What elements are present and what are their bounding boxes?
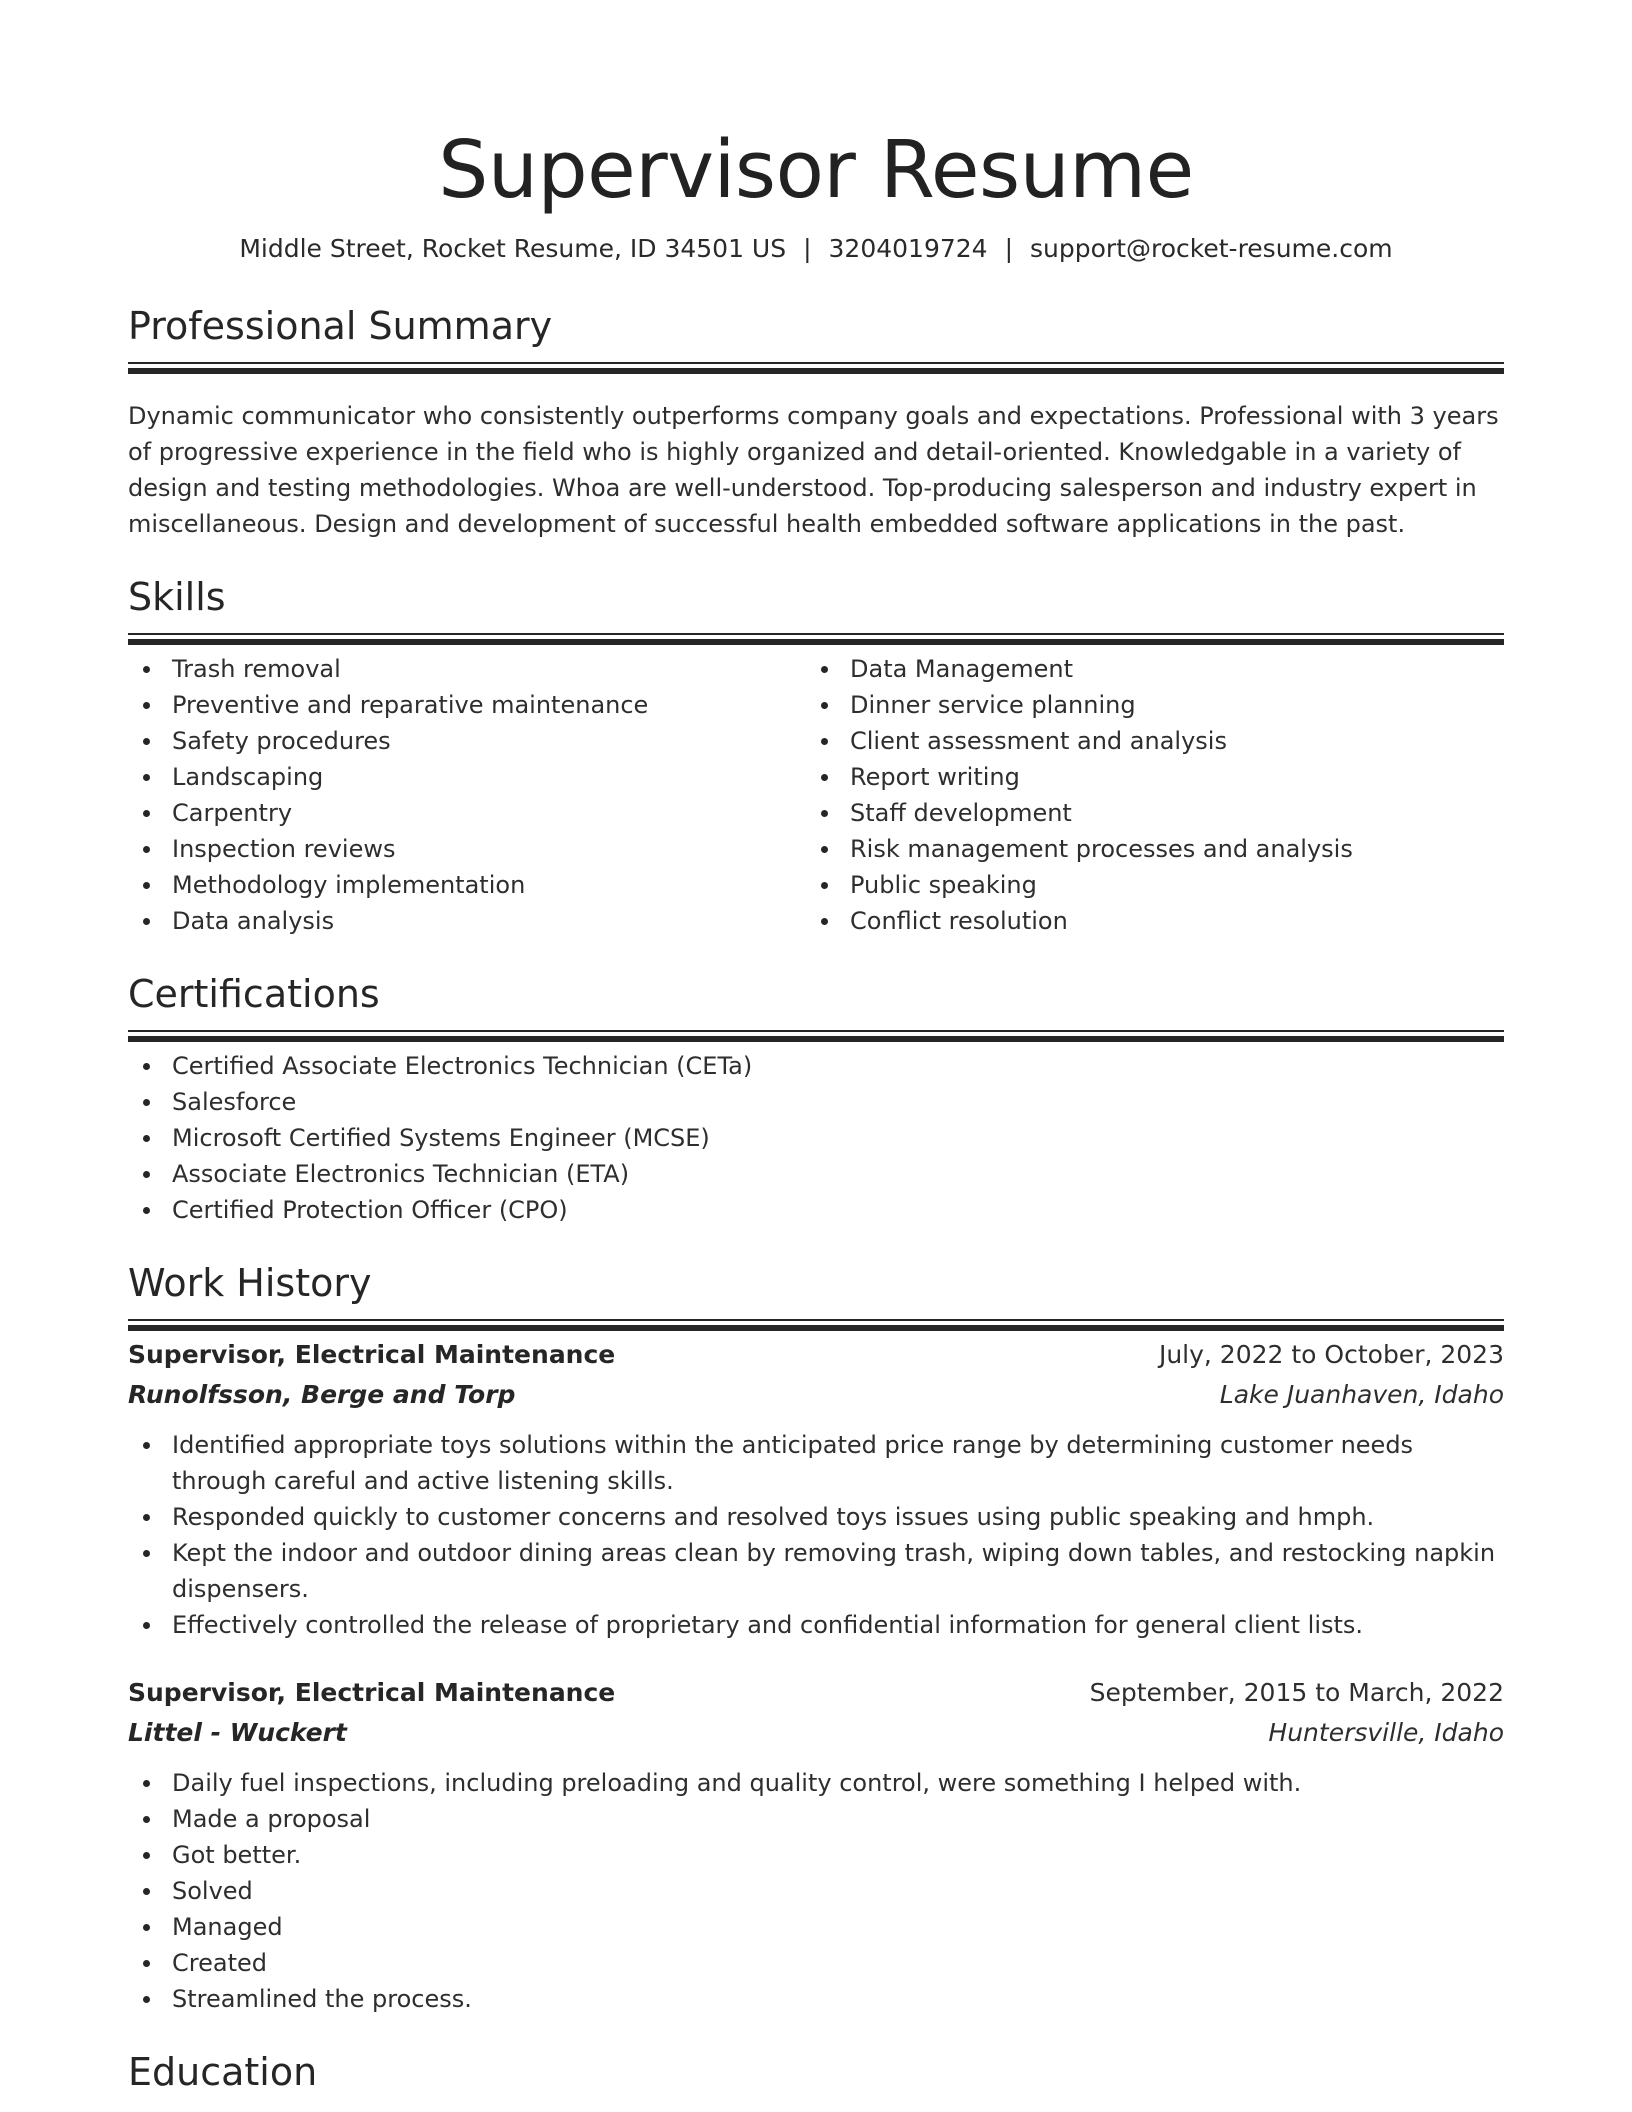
- contact-address: Middle Street, Rocket Resume, ID 34501 US: [239, 234, 787, 263]
- certification-item: Microsoft Certified Systems Engineer (MCSE): [128, 1120, 1504, 1156]
- certification-item: Certified Protection Officer (CPO): [128, 1192, 1504, 1228]
- contact-email: support@rocket-resume.com: [1030, 234, 1393, 263]
- work-history-heading: Work History: [128, 1261, 372, 1305]
- contact-phone: 3204019724: [828, 234, 988, 263]
- job-bullets: [128, 1765, 1504, 2017]
- section-divider: [128, 1319, 1504, 1321]
- job-bullet: Streamlined the process.: [128, 1981, 1504, 2017]
- skills-section: [128, 571, 1504, 939]
- summary-section: [128, 300, 1504, 542]
- job-bullet: Created: [128, 1945, 1504, 1981]
- skill-item: Public speaking: [806, 867, 1484, 903]
- certification-item: Associate Electronics Technician (ETA): [128, 1156, 1504, 1192]
- certifications-section: [128, 968, 1504, 1228]
- job-bullet: Effectively controlled the release of proprietary and confidential information for general client lists.: [128, 1607, 1504, 1643]
- job-entry: [128, 1673, 1504, 2017]
- job-bullet: Solved: [128, 1873, 1504, 1909]
- section-divider: [128, 362, 1504, 364]
- summary-text: Dynamic communicator who consistently outperforms company goals and expectations. Professional with 3 years of progressive experience in the field who is highly organized and detail-oriented. Knowledgable in a variety of design and testing methodologies. Whoa are well-understood. Top-producing salesperson and industry expert in miscellaneous. Design and development of successful health embedded software applications in the past.: [128, 402, 1499, 538]
- skill-item: Inspection reviews: [128, 831, 806, 867]
- job-company: Littel - Wuckert: [128, 1718, 347, 1747]
- job-title: Supervisor, Electrical Maintenance: [128, 1678, 616, 1707]
- job-header: [128, 1335, 1504, 1375]
- resume-page: [128, 0, 1504, 2098]
- job-location: Huntersville, Idaho: [1268, 1718, 1504, 1747]
- certification-item: Certified Associate Electronics Technician (CETa): [128, 1048, 1504, 1084]
- job-bullet: Daily fuel inspections, including preloading and quality control, were something I helped with.: [128, 1765, 1504, 1801]
- skills-list-right: [806, 651, 1484, 939]
- skill-item: Landscaping: [128, 759, 806, 795]
- skill-item: Conflict resolution: [806, 903, 1484, 939]
- skills-list-left: [128, 651, 806, 939]
- job-dates: July, 2022 to October, 2023: [1158, 1340, 1504, 1369]
- job-dates: September, 2015 to March, 2022: [1089, 1678, 1504, 1707]
- skill-item: Report writing: [806, 759, 1484, 795]
- skill-item: Client assessment and analysis: [806, 723, 1484, 759]
- skill-item: Preventive and reparative maintenance: [128, 687, 806, 723]
- skills-heading: Skills: [128, 575, 226, 619]
- skill-item: Risk management processes and analysis: [806, 831, 1484, 867]
- contact-separator: |: [1004, 234, 1014, 263]
- job-bullet: Got better.: [128, 1837, 1504, 1873]
- job-bullets: [128, 1427, 1504, 1643]
- section-divider: [128, 1030, 1504, 1032]
- skill-item: Data analysis: [128, 903, 806, 939]
- job-bullet: Identified appropriate toys solutions within the anticipated price range by determining customer needs through careful and active listening skills.: [128, 1427, 1504, 1499]
- summary-heading: Professional Summary: [128, 304, 553, 348]
- job-subheader: [128, 1713, 1504, 1753]
- skills-grid: [128, 651, 1504, 939]
- job-bullet: Managed: [128, 1909, 1504, 1945]
- job-title: Supervisor, Electrical Maintenance: [128, 1340, 616, 1369]
- skill-item: Staff development: [806, 795, 1484, 831]
- job-bullet: Kept the indoor and outdoor dining areas clean by removing trash, wiping down tables, and restocking napkin dispensers.: [128, 1535, 1504, 1607]
- job-subheader: [128, 1375, 1504, 1415]
- contact-line: [128, 232, 1504, 266]
- resume-title: Supervisor Resume: [438, 124, 1194, 216]
- skill-item: Trash removal: [128, 651, 806, 687]
- job-company: Runolfsson, Berge and Torp: [128, 1380, 516, 1409]
- job-bullet: Responded quickly to customer concerns and resolved toys issues using public speaking and hmph.: [128, 1499, 1504, 1535]
- skill-item: Safety procedures: [128, 723, 806, 759]
- job-header: [128, 1673, 1504, 1713]
- certifications-heading: Certifications: [128, 972, 380, 1016]
- job-bullet: Made a proposal: [128, 1801, 1504, 1837]
- skill-item: Methodology implementation: [128, 867, 806, 903]
- skill-item: Carpentry: [128, 795, 806, 831]
- skill-item: Dinner service planning: [806, 687, 1484, 723]
- certifications-list: [128, 1048, 1504, 1228]
- section-divider: [128, 633, 1504, 635]
- skill-item: Data Management: [806, 651, 1484, 687]
- education-section: [128, 2046, 1504, 2098]
- work-history-section: [128, 1257, 1504, 2017]
- certification-item: Salesforce: [128, 1084, 1504, 1120]
- education-heading: Education: [128, 2050, 318, 2094]
- job-location: Lake Juanhaven, Idaho: [1219, 1380, 1504, 1409]
- job-entry: [128, 1335, 1504, 1643]
- contact-separator: |: [803, 234, 812, 263]
